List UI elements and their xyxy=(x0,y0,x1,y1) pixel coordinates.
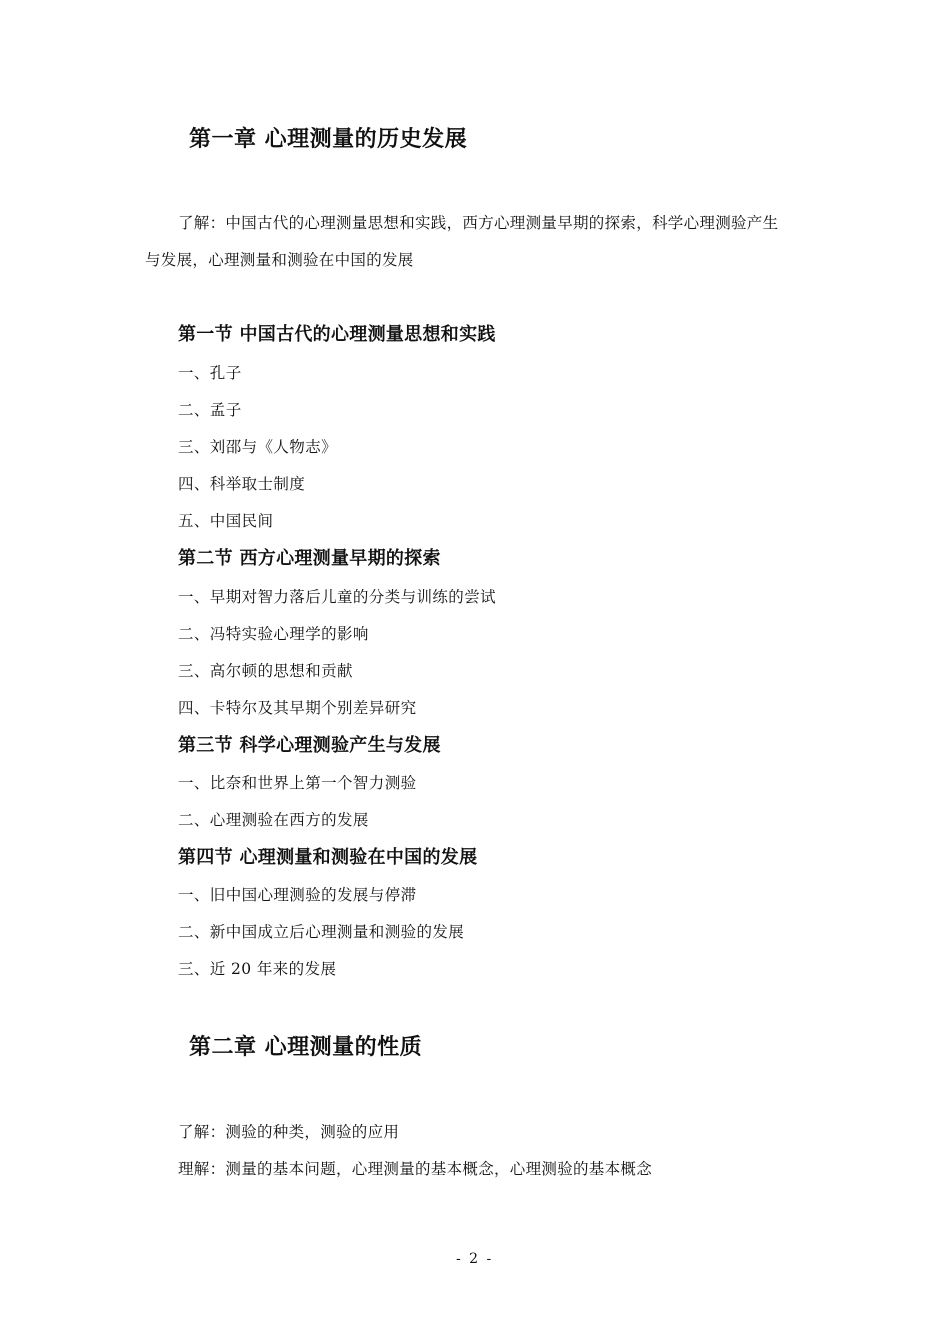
chapter-1-title: 第一章 心理测量的历史发展 xyxy=(189,126,468,152)
chapter-2-comprehend: 理解：测量的基本问题，心理测量的基本概念，心理测验的基本概念 xyxy=(178,1160,653,1178)
section-2-title: 第二节 西方心理测量早期的探索 xyxy=(178,548,441,569)
section-1-item: 五、中国民间 xyxy=(178,512,274,530)
section-3-item: 一、比奈和世界上第一个智力测验 xyxy=(178,774,417,792)
section-1-item: 二、孟子 xyxy=(178,401,242,419)
section-1-title: 第一节 中国古代的心理测量思想和实践 xyxy=(178,324,496,345)
chapter-1-understand-line-1: 了解：中国古代的心理测量思想和实践，西方心理测量早期的探索，科学心理测验产生 xyxy=(178,214,779,232)
section-2-item: 一、早期对智力落后儿童的分类与训练的尝试 xyxy=(178,588,497,606)
section-2-item: 三、高尔顿的思想和贡献 xyxy=(178,662,353,680)
page-number: - 2 - xyxy=(456,1251,494,1267)
chapter-2-understand: 了解：测验的种类，测验的应用 xyxy=(178,1123,400,1141)
section-1-item: 四、科举取士制度 xyxy=(178,475,306,493)
section-1-item: 一、孔子 xyxy=(178,364,242,382)
section-1-item: 三、刘邵与《人物志》 xyxy=(178,438,338,456)
section-3-title: 第三节 科学心理测验产生与发展 xyxy=(178,735,441,756)
section-4-item: 三、近 20 年来的发展 xyxy=(178,960,337,978)
section-4-title: 第四节 心理测量和测验在中国的发展 xyxy=(178,847,478,868)
chapter-1-understand-line-2: 与发展，心理测量和测验在中国的发展 xyxy=(145,251,414,269)
section-2-item: 四、卡特尔及其早期个别差异研究 xyxy=(178,699,417,717)
section-2-item: 二、冯特实验心理学的影响 xyxy=(178,625,369,643)
chapter-2-title: 第二章 心理测量的性质 xyxy=(189,1034,423,1060)
section-4-item: 一、旧中国心理测验的发展与停滞 xyxy=(178,886,417,904)
section-3-item: 二、心理测验在西方的发展 xyxy=(178,811,369,829)
section-4-item: 二、新中国成立后心理测量和测验的发展 xyxy=(178,923,465,941)
